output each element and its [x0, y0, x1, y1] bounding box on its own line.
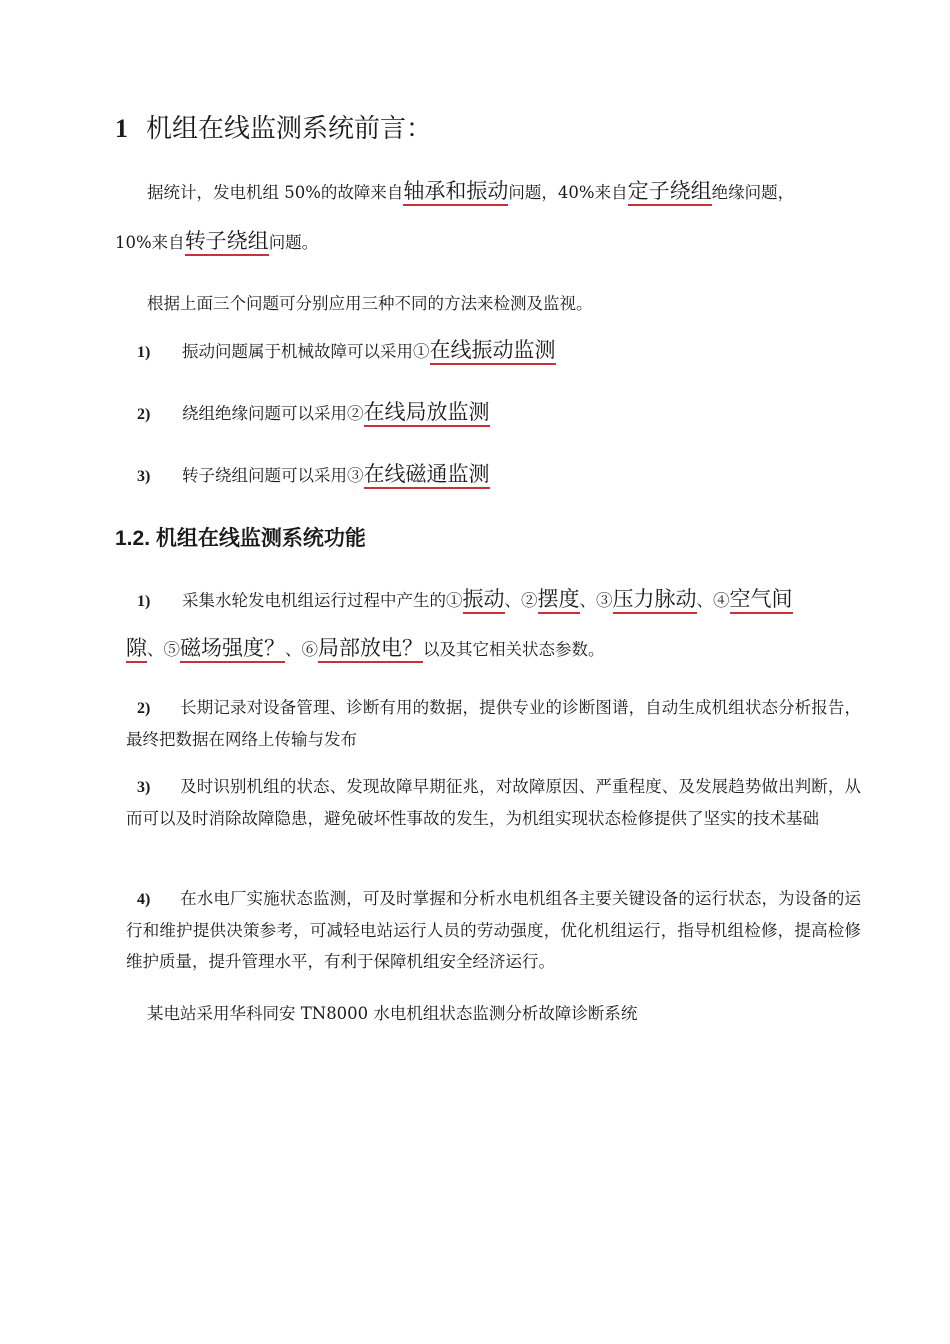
closing-statement: 某电站采用华科同安 TN8000 水电机组状态监测分析故障诊断系统 — [147, 1004, 638, 1023]
item-text: 采集水轮发电机组运行过程中产生的① — [182, 591, 463, 610]
function-item-4 — [126, 883, 861, 977]
highlight-rotor-winding: 转子绕组 — [185, 229, 269, 256]
highlight-bearing-vibration: 轴承和振动 — [403, 179, 508, 206]
list-number: 1) — [137, 593, 151, 610]
list-item — [137, 338, 556, 362]
list-text: 转子绕组问题可以采用③ — [182, 466, 364, 485]
highlight-pressure-pulsation: 压力脉动 — [613, 587, 697, 614]
list-item — [137, 400, 490, 424]
item-text: 及时识别机组的状态、发现故障早期征兆，对故障原因、严重程度、及发展趋势做出判断，从而可以及时消除故障隐患，避免破坏性事故的发生，为机组实现状态检修提供了坚实的技术基础 — [126, 777, 861, 828]
function-item-1-line-2 — [126, 636, 605, 660]
list-number: 1) — [137, 344, 151, 361]
section1-number: 1 — [115, 114, 128, 143]
item-text: 、⑥ — [285, 640, 318, 659]
list-number: 3) — [137, 468, 151, 485]
section2-heading: 1.2. 机组在线监测系统功能 — [115, 527, 366, 550]
stat-text-2: 问题，40%来自 — [508, 183, 628, 202]
function-item-3 — [126, 771, 861, 834]
highlight-partial-discharge: 局部放电？ — [318, 636, 423, 663]
stat-text-4: 10%来自 — [115, 233, 185, 252]
item-text: 以及其它相关状态参数。 — [423, 640, 605, 659]
highlight-stator-winding: 定子绕组 — [628, 179, 712, 206]
list-number: 2) — [137, 700, 151, 717]
highlight-air-gap: 空气间 — [730, 587, 793, 614]
section1-title: 机组在线监测系统前言： — [146, 114, 433, 144]
highlight-air-gap-cont: 隙 — [126, 636, 147, 663]
item-text: 、⑤ — [147, 640, 180, 659]
item-text: 在水电厂实施状态监测，可及时掌握和分析水电机组各主要关键设备的运行状态，为设备的运行和维护提供决策参考，可减轻电站运行人员的劳动强度，优化机组运行，指导机组检修，提高检修维护质量，提升管理水平，有利于保障机组安全经济运行。 — [126, 889, 861, 971]
function-item-2 — [126, 692, 861, 755]
stat-text-3: 绝缘问题， — [711, 183, 795, 202]
highlight-flux-monitoring: 在线磁通监测 — [364, 462, 490, 489]
list-number: 2) — [137, 406, 151, 423]
highlight-vibration-monitoring: 在线振动监测 — [430, 338, 556, 365]
statistics-line-2 — [115, 229, 318, 253]
item-text: 、④ — [696, 591, 730, 610]
list-item — [137, 462, 490, 486]
item-text: 长期记录对设备管理、诊断有用的数据，提供专业的诊断图谱，自动生成机组状态分析报告，最终把数据在网络上传输与发布 — [126, 698, 861, 749]
section1-heading — [115, 108, 432, 145]
highlight-magnetic-field: 磁场强度？ — [180, 636, 285, 663]
list-number: 3) — [137, 779, 151, 796]
stat-text-5: 问题。 — [268, 233, 319, 252]
list-number: 4) — [137, 891, 151, 908]
item-text: 、② — [504, 591, 538, 610]
highlight-swing: 摆度 — [538, 587, 580, 614]
list-text: 绕组绝缘问题可以采用② — [182, 404, 364, 423]
stat-text-1: 据统计，发电机组 50%的故障来自 — [147, 183, 404, 202]
list-text: 振动问题属于机械故障可以采用① — [182, 342, 430, 361]
item-text: 、③ — [579, 591, 613, 610]
methods-intro: 根据上面三个问题可分别应用三种不同的方法来检测及监视。 — [147, 294, 593, 313]
function-item-1-line-1 — [137, 587, 793, 611]
highlight-partial-discharge-monitoring: 在线局放监测 — [364, 400, 490, 427]
statistics-line-1 — [147, 179, 794, 203]
highlight-vibration: 振动 — [463, 587, 505, 614]
